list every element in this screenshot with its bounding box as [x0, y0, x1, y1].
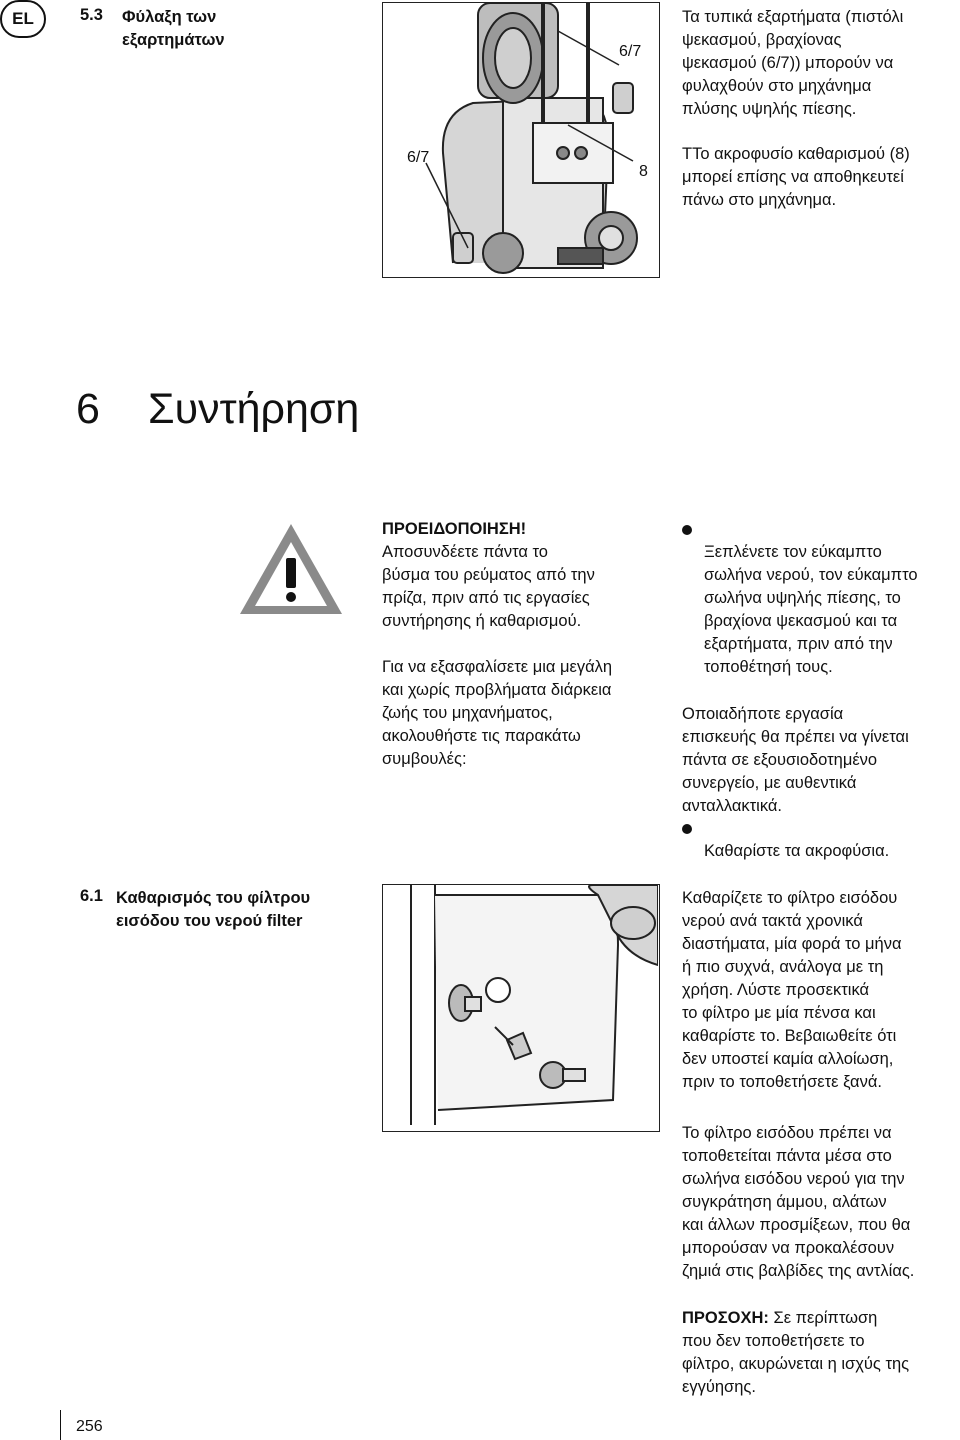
- tip-bullet: [682, 518, 960, 679]
- callout-label: 8: [639, 163, 648, 180]
- filter-figure: [382, 884, 660, 1132]
- filter-cleaning-paragraph: Καθαρίζετε το φίλτρο εισόδου νερού ανά τακτά χρονικά διαστήματα, μία φορά το μήνα ή πιο συχνά, ανάλογα με τη χρήση. Λύστε προσεκτικά το φίλτρο με μία πένσα και καθαρίστε το. Βεβαιωθείτε ότι δεν υποστεί καμία αλλοίωση, πριν το τοποθετήσετε ξανά.: [682, 889, 902, 1091]
- warning-heading: ΠΡΟΕΙΔΟΠΟΙΗΣΗ!: [382, 520, 527, 538]
- storage-figure: [382, 2, 660, 278]
- footer-rule: [60, 1410, 61, 1440]
- section-5-3-number: 5.3: [80, 6, 103, 24]
- storage-paragraph: Τα τυπικά εξαρτήματα (πιστόλι ψεκασμού, βραχίονας ψεκασμού (6/7)) μπορούν να φυλαχθούν στο μηχάνημα πλύσης υψηλής πίεσης.: [682, 8, 904, 118]
- chapter-title: Συντήρηση: [148, 385, 360, 433]
- chapter-number: 6: [76, 385, 100, 433]
- warning-icon: [236, 520, 346, 618]
- nozzle-storage-paragraph: ΤΤο ακροφυσίο καθαρισμού (8) μπορεί επίσης να αποθηκευτεί πάνω στο μηχάνημα.: [682, 145, 910, 209]
- section-6-1-title: Καθαρισμός του φίλτρου εισόδου του νερού filter: [116, 889, 311, 930]
- section-5-3-title: Φύλαξη των εξαρτημάτων: [122, 8, 225, 49]
- repair-note: Οποιαδήποτε εργασία επισκευής θα πρέπει να γίνεται πάντα σε εξουσιοδοτημένο συνεργείο, με αυθεντικά ανταλλακτικά.: [682, 705, 909, 815]
- water-inlet-filter-illustration: [383, 885, 658, 1130]
- caution-label: ΠΡΟΣΟΧΗ:: [682, 1309, 769, 1327]
- pressure-washer-illustration: [383, 3, 658, 276]
- warning-text: Αποσυνδέετε πάντα το βύσμα του ρεύματος από την πρίζα, πριν από τις εργασίες συντήρησης ή καθαρισμού.: [382, 543, 595, 630]
- tip-text: Καθαρίστε τα ακροφύσια.: [704, 842, 890, 860]
- page-number: 256: [76, 1418, 103, 1435]
- tip-text: Ξεπλένετε τον εύκαμπτο σωλήνα νερού, τον εύκαμπτο σωλήνα υψηλής πίεσης, το βραχίονα ψεκασμού και τα εξαρτήματα, πριν από την τοποθέτησή τους.: [704, 543, 918, 676]
- bullet-dot: [682, 824, 692, 834]
- chapter-heading: [76, 385, 359, 434]
- language-badge: EL: [0, 0, 46, 38]
- callout-label: 6/7: [619, 43, 642, 60]
- caution-text: Σε περίπτωση που δεν τοποθετήσετε το φίλτρο, ακυρώνεται η ισχύς της εγγύησης.: [682, 1309, 910, 1396]
- caution-paragraph: [682, 1307, 909, 1399]
- bullet-dot: [682, 525, 692, 535]
- section-6-1-number: 6.1: [80, 887, 103, 905]
- maintenance-intro: Για να εξασφαλίσετε μια μεγάλη και χωρίς προβλήματα διάρκεια ζωής του μηχανήματος, ακολουθήστε τις παρακάτω συμβουλές:: [382, 658, 613, 768]
- callout-label: 6/7: [407, 149, 430, 166]
- tip-bullet: [682, 817, 960, 863]
- filter-purpose-paragraph: Το φίλτρο εισόδου πρέπει να τοποθετείται πάντα μέσα στο σωλήνα εισόδου νερού για την συγκράτηση άμμου, αλάτων και άλλων προσμίξεων, που θα μπορούσαν να προκαλέσουν ζημιά στις βαλβίδες της αντλίας.: [682, 1124, 915, 1280]
